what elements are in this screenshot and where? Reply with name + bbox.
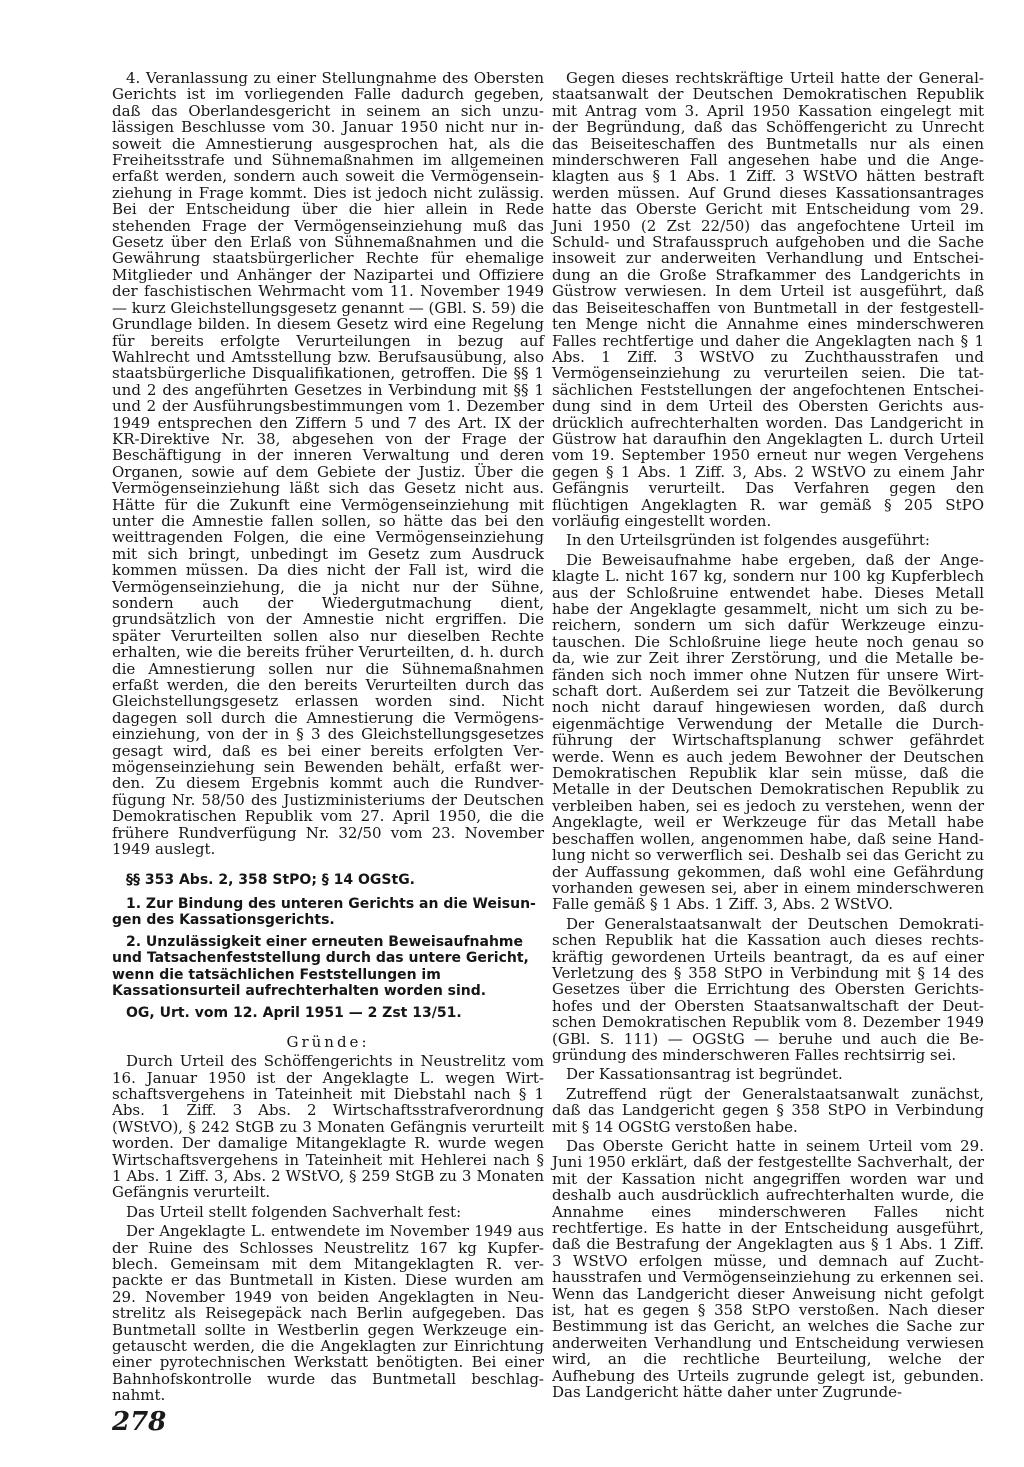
headnote-2: 2. Unzulässigkeit einer erneuten Beweisaufnahme und Tatsachenfeststellung durch das untere Gericht, wenn die tatsächlichen Feststellungen im Kassationsurteil aufrechterhalten worden sind. xyxy=(112,933,529,999)
statute-heading: §§ 353 Abs. 2, 358 StPO; § 14 OGStG. xyxy=(126,871,416,888)
paragraph: Das Urteil stellt folgenden Sachverhalt fest: xyxy=(126,1202,462,1221)
left-column xyxy=(112,70,544,1407)
paragraph: Der Angeklagte L. entwendete im November 1949 aus der Ruine des Schlosses Neustrelitz 167 kg Kupferblech. Gemeinsam mit dem Mitangeklagten R. verpackte er das Buntmetall in Kisten. Diese wurden am 29. November 1949 von beiden Angeklagten in Neustrelitz als Reisegepäck nach Berlin aufgegeben. Das Buntmetall sollte in Westberlin gegen Werkzeuge eingetauscht werden, die die Angeklagten zur Einrichtung einer pyrotechnischen Werkstatt benötigten. Bei einer Bahnhofskontrolle wurde das Buntmetall beschlagnahmt. xyxy=(112,1222,544,1405)
right-column xyxy=(552,70,984,1404)
section-title-gruende: Gründe: xyxy=(286,1032,370,1051)
paragraph: Die Beweisaufnahme habe ergeben, daß der Angeklagte L. nicht 167 kg, sondern nur 100 kg Kupferblech aus der Schloßruine entwendet habe. Dieses Metall habe der Angeklagte gesammelt, nicht um sich zu bereichern, sondern um sich dafür Werkzeuge einzutauschen. Die Schloßruine liege heute noch genau so da, wie zur Zeit ihrer Zerstörung, und die Metalle befänden sich noch immer ohne Nutzen für unsere Wirtschaft dort. Außerdem sei zur Tatzeit die Bevölkerung noch nicht darauf hingewiesen worden, daß durch eigenmächtige Verwendung der Metalle die Durchführung der Wirtschaftsplanung schwer gefährdet werde. Wenn es auch jedem Bewohner der Deutschen Demokratischen Republik klar sein müsse, daß die Metalle in der Deutschen Demokratischen Republik zu verbleiben haben, sei es jedoch zu verstehen, wenn der Angeklagte, weil er Werkzeuge für das Metall habe beschaffen wollen, angenommen habe, daß seine Handlung nicht so verwerflich sei. Deshalb sei das Gericht zu der Auffassung gekommen, daß wohl eine Gefährdung vorhanden gewesen sei, aber in einem minderschweren Falle gemäß § 1 Abs. 1 Ziff. 3, Abs. 2 WStVO. xyxy=(552,550,984,914)
paragraph: Zutreffend rügt der Generalstaatsanwalt zunächst, daß das Landgericht gegen § 358 StPO in Verbindung mit § 14 OGStG verstoßen habe. xyxy=(552,1084,984,1136)
paragraph: Der Kassationsantrag ist begründet. xyxy=(566,1065,843,1084)
paragraph: Der Generalstaatsanwalt der Deutschen Demokratischen Republik hat die Kassation auch dieses rechtskräftig gewordenen Urteils beantragt, da es auf einer Verletzung des § 358 StPO in Verbindung mit § 14 des Gesetzes über die Errichtung des Obersten Gerichtshofes und der Obersten Staatsanwaltschaft der Deutschen Demokratischen Republik vom 8. Dezember 1949 (GBl. S. 111) — OGStG — beruhe und auch die Begründung des minderschweren Falles rechtsirrig sei. xyxy=(552,914,984,1064)
headnote-1: 1. Zur Bindung des unteren Gerichts an die Weisungen des Kassationsgerichts. xyxy=(112,895,536,929)
paragraph: 4. Veranlassung zu einer Stellungnahme des Obersten Gerichts ist im vorliegenden Falle dadurch gegeben, daß das Oberlandesgericht in seinem an sich unzulässigen Beschlusse vom 30. Januar 1950 nicht nur insoweit die Amnestierung ausgesprochen hat, als die Freiheitsstrafe und Sühnemaßnahmen im allgemeinen erfaßt werden, sondern auch soweit die Vermögenseinziehung in Frage kommt. Dies ist jedoch nicht zulässig. Bei der Entscheidung über die hier allein in Rede stehenden Frage der Vermögenseinziehung muß das Gesetz über den Erlaß von Sühnemaßnahmen und die Gewährung staatsbürgerlicher Rechte für ehemalige Mitglieder und Anhänger der Nazipartei und Offiziere der faschistischen Wehrmacht vom 11. November 1949 — kurz Gleichstellungsgesetz genannt — (GBl. S. 59) die Grundlage bilden. In diesem Gesetz wird eine Regelung für bereits erfolgte Verurteilungen in bezug auf Wahlrecht und Amtsstellung bzw. Berufsausübung, also staatsbürgerliche Disqualifikationen, getroffen. Die §§ 1 und 2 des angeführten Gesetzes in Verbindung mit §§ 1 und 2 der Ausführungsbestimmungen vom 1. Dezember 1949 entsprechen den Ziffern 5 und 7 des Art. IX der KR-Direktive Nr. 38, abgesehen von der Frage der Beschäftigung in der inneren Verwaltung und deren Organen, sowie auf dem Gebiete der Justiz. Über die Vermögenseinziehung läßt sich das Gesetz nicht aus. Hätte für die Zukunft eine Vermögenseinziehung mit unter die Amnestie fallen sollen, so hätte das bei den weittragenden Folgen, die eine Vermögenseinziehung mit sich bringt, unbedingt im Gesetz zum Ausdruck kommen müssen. Da dies nicht der Fall ist, wird die Vermögenseinziehung, die ja nicht nur der Sühne, sondern auch der Wiedergutmachung dient, grundsätzlich von der Amnestie nicht ergriffen. Die später Verurteilten sollen also nur dieselben Rechte erhalten, wie die bereits früher Verurteilten, d. h. durch die Amnestierung sollen nur die Sühnemaßnahmen erfaßt werden, die den bereits Verurteilten durch das Gleichstellungsgesetz erlassen worden sind. Nicht dagegen soll durch die Amnestierung die Vermögenseinziehung, von der in § 3 des Gleichstellungsgesetzes gesagt wird, daß es bei einer bereits erfolgten Vermögenseinziehung sein Bewenden behält, erfaßt werden. Zu diesem Ergebnis kommt auch die Rundverfügung Nr. 58/50 des Justizministeriums der Deutschen Demokratischen Republik vom 27. April 1950, die die frühere Rundverfügung Nr. 32/50 vom 23. November 1949 auslegt. xyxy=(112,69,544,859)
paragraph: Das Oberste Gericht hatte in seinem Urteil vom 29. Juni 1950 erklärt, daß der festgestellte Sachverhalt, der mit der Kassation nicht angegriffen worden war und deshalb auch ausdrücklich aufrechterhalten wurde, die Annahme eines minderschweren Falles nicht rechtfertige. Es hatte in der Entscheidung ausgeführt, daß die Bestrafung der Angeklagten aus § 1 Abs. 1 Ziff. 3 WStVO erfolgen müsse, und demnach auf Zuchthausstrafen und Vermögenseinziehung zu erkennen sei. Wenn das Landgericht dieser Anweisung nicht gefolgt ist, hat es gegen § 358 StPO verstoßen. Nach dieser Bestimmung ist das Gericht, an welches die Sache zur anderweiten Verhandlung und Entscheidung verwiesen wird, an die rechtliche Beurteilung, welche der Aufhebung des Urteils zugrunde gelegt ist, gebunden. Das Landgericht hätte daher unter Zugrunde- xyxy=(552,1137,984,1402)
case-citation: OG, Urt. vom 12. April 1951 — 2 Zst 13/51. xyxy=(126,1005,462,1022)
paragraph: Gegen dieses rechtskräftige Urteil hatte der Generalstaatsanwalt der Deutschen Demokratischen Republik mit Antrag vom 3. April 1950 Kassation eingelegt mit der Begründung, daß das Schöffengericht zu Unrecht das Beiseiteschaffen des Buntmetalls nur als einen minderschweren Fall angesehen habe und die Angeklagten aus § 1 Abs. 1 Ziff. 3 WStVO hätten bestraft werden müssen. Auf Grund dieses Kassationsantrages hatte das Oberste Gericht mit Entscheidung vom 29. Juni 1950 (2 Zst 22/50) das angefochtene Urteil im Schuld- und Strafausspruch aufgehoben und die Sache insoweit zur anderweiten Verhandlung und Entscheidung an die Große Strafkammer des Landgerichts in Güstrow verwiesen. In dem Urteil ist ausgeführt, daß das Beiseiteschaffen von Buntmetall in der festgestellten Menge nicht die Annahme eines minderschweren Falles rechtfertige und daher die Angeklagten nach § 1 Abs. 1 Ziff. 3 WStVO zu Zuchthausstrafen und Vermögenseinziehung zu verurteilen seien. Die tatsächlichen Feststellungen der angefochtenen Entscheidung sind in dem Urteil des Obersten Gerichts ausdrücklich aufrechterhalten worden. Das Landgericht in Güstrow hat daraufhin den Angeklagten L. durch Urteil vom 19. September 1950 erneut nur wegen Vergehens gegen § 1 Abs. 1 Ziff. 3, Abs. 2 WStVO zu einem Jahr Gefängnis verurteilt. Das Verfahren gegen den flüchtigen Angeklagten R. war gemäß § 205 StPO vorläufig eingestellt worden. xyxy=(552,69,984,530)
paragraph: In den Urteilsgründen ist folgendes ausgeführt: xyxy=(566,531,930,550)
paragraph: Durch Urteil des Schöffengerichts in Neustrelitz vom 16. Januar 1950 ist der Angeklagte L. wegen Wirtschaftsvergehens in Tateinheit mit Diebstahl nach § 1 Abs. 1 Ziff. 3 Abs. 2 Wirtschaftsstrafverordnung (WStVO), § 242 StGB zu 3 Monaten Gefängnis verurteilt worden. Der damalige Mitangeklagte R. wurde wegen Wirtschaftsvergehens in Tateinheit mit Hehlerei nach § 1 Abs. 1 Ziff. 3, Abs. 2 WStVO, § 259 StGB zu 3 Monaten Gefängnis verurteilt. xyxy=(112,1052,544,1202)
page-number: 278 xyxy=(112,1407,167,1437)
